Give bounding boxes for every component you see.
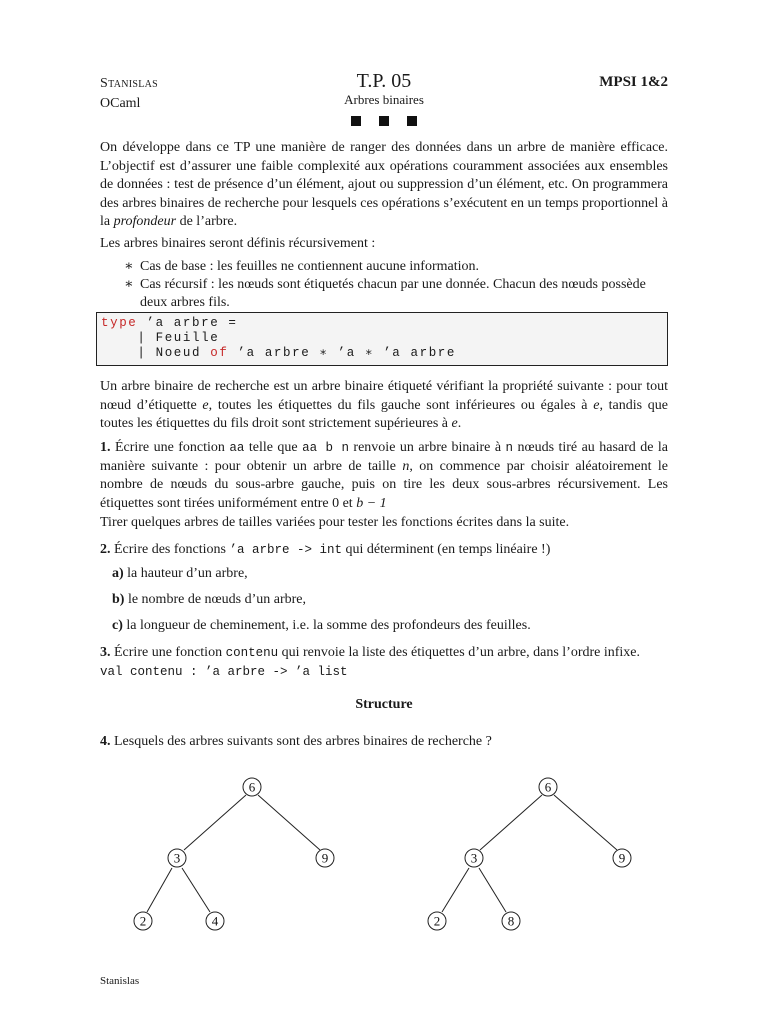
- separator-squares: [349, 116, 419, 128]
- code-text: ’a arbre =: [137, 316, 238, 330]
- var-e: e: [451, 416, 458, 432]
- question-3: [100, 644, 668, 681]
- var-e: e: [593, 397, 600, 413]
- node-label: 2: [139, 913, 147, 929]
- node-label: 9: [321, 850, 329, 866]
- intro-text-a: On développe dans ce TP une manière de ranger des données dans un arbre de manière efficace. L’objectif est d’assurer une faible complexité aux opérations couramment associées aux ensembles de données : test de présence d’un élément, ajout ou suppression d’un élément, etc. On programmera des arbres binaires de recherche pour lesquels ces opérations s’exécutent en un temps proportionnel à la: [100, 140, 668, 230]
- q2-item-c: [112, 618, 531, 634]
- header-left: [100, 74, 158, 114]
- bullet-text: Cas de base : les feuilles ne contiennent aucune information.: [140, 259, 480, 274]
- question-number: 1.: [100, 440, 111, 455]
- edge: [480, 795, 542, 850]
- class-label: MPSI 1&2: [599, 74, 668, 90]
- edge: [182, 868, 210, 912]
- tree-2-labels: [434, 780, 626, 929]
- text: Écrire une fonction: [110, 440, 230, 455]
- keyword-of: of: [210, 346, 229, 360]
- q2-item-a: [112, 566, 248, 582]
- text: renvoie un arbre binaire à: [348, 440, 506, 455]
- inline-code: aa: [229, 441, 245, 455]
- school-name: Stanislas: [100, 76, 159, 91]
- text: , on commence par choisir aléatoirement le nombre de nœuds du sous-arbre gauche, puis on tire les deux sous-arbres récursivement. Les étiquettes sont tirées uniformément entre 0 et: [100, 458, 668, 511]
- item-text: la hauteur d’un arbre,: [123, 566, 248, 581]
- node-label: 3: [173, 850, 181, 866]
- node-label: 9: [618, 850, 626, 866]
- bullet-star-icon: ∗: [124, 277, 134, 292]
- question-number: 3.: [100, 645, 111, 660]
- section-title: Structure: [355, 697, 413, 712]
- text: Écrire des fonctions: [110, 542, 230, 557]
- node-label: 2: [433, 913, 441, 929]
- edge: [554, 795, 617, 850]
- intro-emphasis: profondeur: [113, 214, 177, 230]
- node-label: 8: [507, 913, 515, 929]
- text: , tandis que toutes les étiquettes du fils droit sont strictement supérieures à: [100, 397, 669, 432]
- footer-school: Stanislas: [100, 975, 140, 987]
- code-line-2: | Feuille: [101, 331, 220, 345]
- text: telle que: [244, 440, 303, 455]
- item-text: la longueur de cheminement, i.e. la somme des profondeurs des feuilles.: [122, 618, 531, 633]
- binary-trees-figure: [0, 760, 768, 940]
- edge: [184, 795, 246, 850]
- node-label: 3: [470, 850, 478, 866]
- edge: [479, 868, 506, 912]
- function-signature: val contenu : ’a arbre -> ’a list: [100, 664, 348, 679]
- code-text: ’a arbre ∗ ’a ∗ ’a arbre: [228, 346, 457, 360]
- subject-name: OCaml: [100, 96, 141, 111]
- keyword-type: type: [101, 316, 138, 330]
- text: Lesquels des arbres suivants sont des arbres binaires de recherche ?: [110, 734, 492, 749]
- question-1: [100, 439, 668, 513]
- text: Écrire une fonction: [110, 645, 226, 660]
- tp-title: T.P. 05: [356, 70, 412, 92]
- text: qui renvoie la liste des étiquettes d’un arbre, dans l’ordre infixe.: [278, 645, 641, 660]
- intro-text-b: de l’arbre.: [176, 214, 238, 230]
- header-center: [284, 70, 484, 108]
- text: nœuds tiré au hasard de la manière suivante : pour obtenir un arbre de taille: [100, 440, 668, 474]
- inline-code: aa b n: [302, 441, 349, 455]
- item-text: le nombre de nœuds d’un arbre,: [124, 592, 307, 607]
- text: Un arbre binaire de recherche est un arbre binaire étiqueté vérifiant la propriété suivante : pour tout nœud d’étiquette: [100, 379, 668, 413]
- question-2: [100, 541, 668, 560]
- bullet-recursive-case: [124, 276, 669, 312]
- var-n: n: [402, 458, 410, 474]
- q2-item-b: [112, 592, 306, 608]
- tree-1-labels: [140, 780, 329, 929]
- tree-2-nodes: [428, 778, 631, 930]
- bullet-text: Cas récursif : les nœuds sont étiquetés chacun par une donnée. Chacun des nœuds possède deux arbres fils.: [140, 277, 646, 310]
- code-text: | Noeud: [101, 346, 211, 360]
- edge: [442, 868, 469, 912]
- math-b-minus-1: b − 1: [356, 495, 387, 511]
- test-instruction: Tirer quelques arbres de tailles variées pour tester les fonctions écrites dans la suite.: [100, 515, 570, 530]
- square-icon: [407, 116, 417, 126]
- edge: [147, 868, 172, 912]
- definition-intro: Les arbres binaires seront définis récursivement :: [100, 236, 376, 251]
- type-definition-code: [96, 312, 668, 366]
- item-label: b): [112, 592, 125, 607]
- code-line-1: [101, 316, 238, 331]
- var-e: e: [202, 397, 209, 413]
- node-label: 6: [544, 779, 552, 795]
- text: qui déterminent (en temps linéaire !): [342, 542, 551, 557]
- inline-code: contenu: [225, 646, 279, 660]
- item-label: a): [112, 566, 124, 581]
- tp-topic: Arbres binaires: [344, 92, 424, 107]
- edge: [258, 795, 320, 850]
- inline-code: n: [505, 441, 514, 455]
- code-line-3: [101, 346, 456, 361]
- question-4: [100, 733, 668, 752]
- square-icon: [351, 116, 361, 126]
- item-label: c): [112, 618, 123, 633]
- node-label: 6: [248, 779, 256, 795]
- text: , toutes les étiquettes du fils gauche sont inférieures ou égales à: [208, 397, 594, 413]
- text: .: [457, 416, 462, 432]
- bst-definition: [100, 378, 668, 434]
- tree-1-nodes: [134, 778, 334, 930]
- inline-code: ’a arbre -> int: [229, 543, 342, 557]
- square-icon: [379, 116, 389, 126]
- intro-paragraph: [100, 139, 668, 232]
- node-label: 4: [211, 913, 219, 929]
- question-number: 4.: [100, 734, 111, 749]
- bullet-base-case: [124, 258, 669, 276]
- bullet-star-icon: ∗: [124, 259, 134, 274]
- question-number: 2.: [100, 542, 111, 557]
